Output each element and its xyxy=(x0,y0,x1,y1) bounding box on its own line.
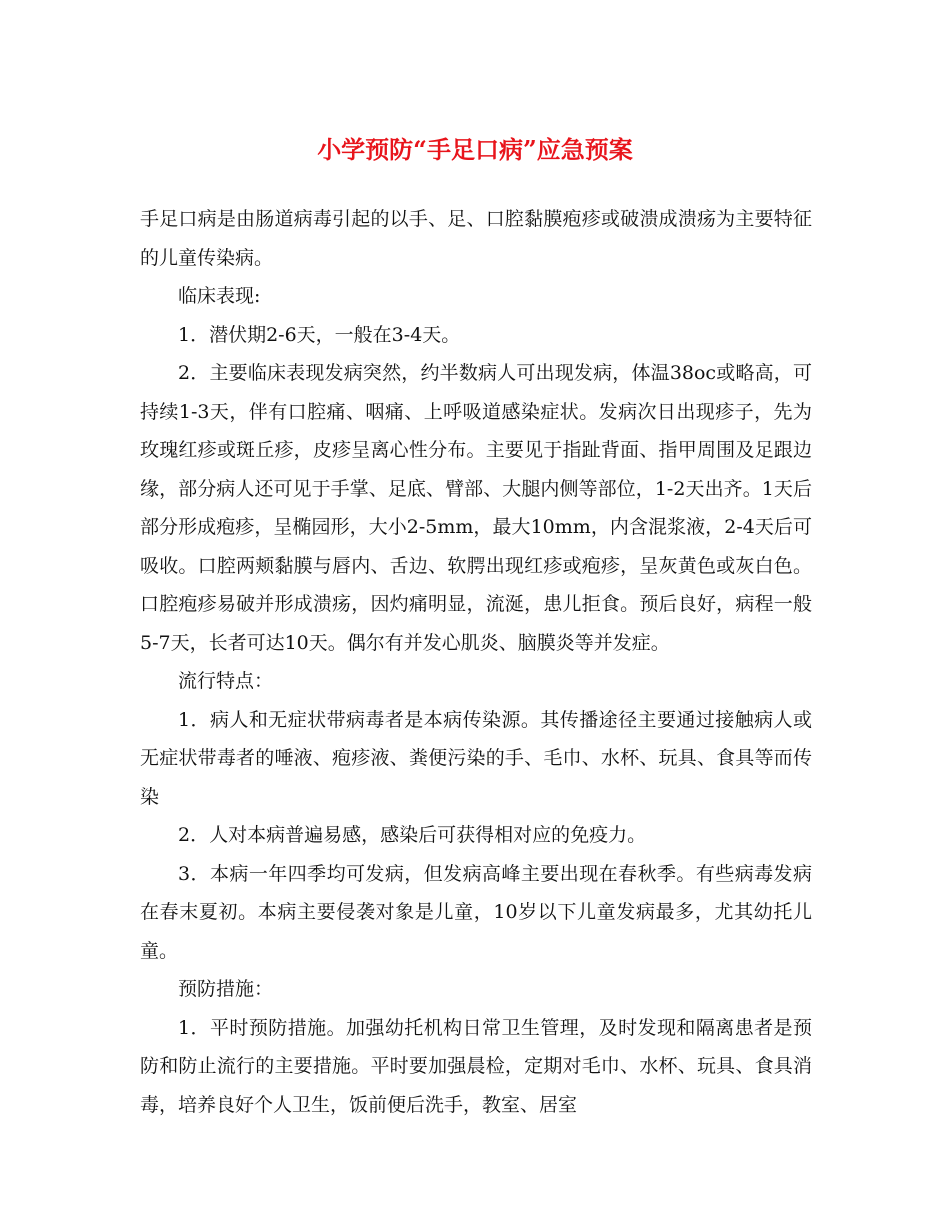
section-heading-clinical: 临床表现: xyxy=(178,285,261,307)
paragraph-epidemic-2: 2．人对本病普遍易感，感染后可获得相对应的免疫力。 xyxy=(178,824,647,846)
section-heading-epidemic: 流行特点： xyxy=(178,670,274,692)
paragraph-clinical-1: 1．潜伏期2-6天，一般在3-4天。 xyxy=(178,323,461,346)
document-body xyxy=(140,200,812,1124)
paragraph-epidemic-1: 1．病人和无症状带病毒者是本病传染源。其传播途径主要通过接触病人或无症状带毒者的唾液、疱疹液、粪便污染的手、毛巾、水杯、玩具、食具等而传染 xyxy=(140,708,812,808)
paragraph-clinical-2: 2．主要临床表现发病突然，约半数病人可出现发病，体温38oc或略高，可持续1-3天，伴有口腔痛、咽痛、上呼吸道感染症状。发病次日出现疹子，先为玫瑰红疹或斑丘疹，皮疹呈离心性分布。主要见于指趾背面、指甲周围及足跟边缘，部分病人还可见于手掌、足底、臂部、大腿内侧等部位，1-2天出齐。1天后部分形成疱疹，呈椭园形，大小2-5mm，最大10mm，内含混浆液，2-4天后可吸收。口腔两颊黏膜与唇内、舌边、软腭出现红疹或疱疹，呈灰黄色或灰白色。口腔疱疹易破并形成溃疡，因灼痛明显，流涎，患儿拒食。预后良好，病程一般5-7天，长者可达10天。偶尔有并发心肌炎、脑膜炎等并发症。 xyxy=(140,362,812,654)
paragraph-prevention-1: 1．平时预防措施。加强幼托机构日常卫生管理，及时发现和隔离患者是预防和防止流行的主要措施。平时要加强晨检，定期对毛巾、水杯、玩具、食具消毒，培养良好个人卫生，饭前便后洗手，教室、居室 xyxy=(140,1016,812,1116)
paragraph-epidemic-3: 3．本病一年四季均可发病，但发病高峰主要出现在春秋季。有些病毒发病在春末夏初。本病主要侵袭对象是儿童，10岁以下儿童发病最多，尤其幼托儿童。 xyxy=(140,862,812,962)
document-title: 小学预防“手足口病”应急预案 xyxy=(317,135,633,164)
paragraph-intro: 手足口病是由肠道病毒引起的以手、足、口腔黏膜疱疹或破溃成溃疡为主要特征的儿童传染病。 xyxy=(140,208,812,269)
section-heading-prevention: 预防措施： xyxy=(178,978,274,1000)
